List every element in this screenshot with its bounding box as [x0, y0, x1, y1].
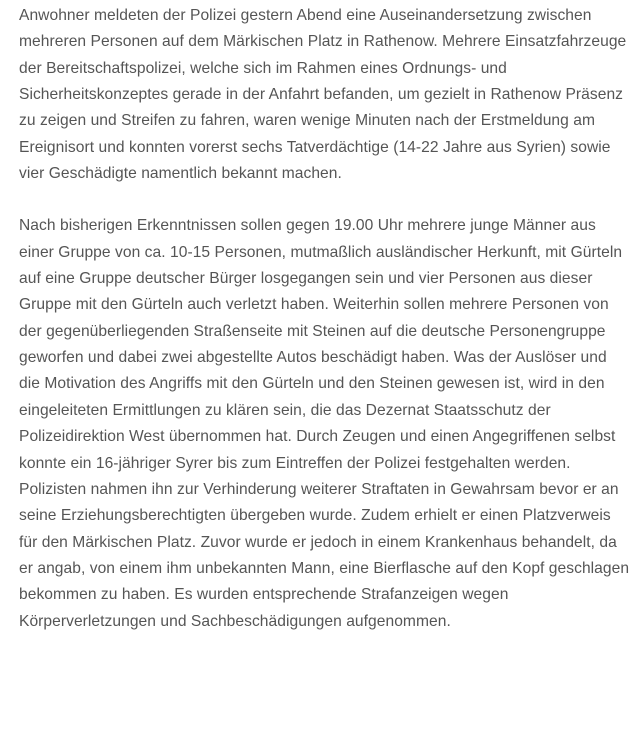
paragraph-2: Nach bisherigen Erkenntnissen sollen gegen 19.00 Uhr mehrere junge Männer aus einer Gruppe von ca. 10-15 Personen, mutmaßlich ausländischer Herkunft, mit Gürteln auf eine Gruppe deutscher Bürger losgegangen sein und vier Personen aus dieser Gruppe mit den Gürteln auch verletzt haben. Weiterhin sollen mehrere Personen von der gegenüberliegenden Straßenseite mit Steinen auf die deutsche Personengruppe geworfen und dabei zwei abgestellte Autos beschädigt haben. Was der Auslöser und die Motivation des Angriffs mit den Gürteln und den Steinen gewesen ist, wird in den eingeleiteten Ermittlungen zu klären sein, die das Dezernat Staatsschutz der Polizeidirektion West übernommen hat. Durch Zeugen und einen Angegriffenen selbst konnte ein 16-jähriger Syrer bis zum Eintreffen der Polizei festgehalten werden. Polizisten nahmen ihn zur Verhinderung weiterer Straftaten in Gewahrsam bevor er an seine Erziehungsberechtigten übergeben wurde. Zudem erhielt er einen Platzverweis für den Märkischen Platz. Zuvor wurde er jedoch in einem Krankenhaus behandelt, da er angab, von einem ihm unbekannten Mann, eine Bierflasche auf den Kopf geschlagen bekommen zu haben. Es wurden entsprechende Strafanzeigen wegen Körperverletzungen und Sachbeschädigungen aufgenommen. [19, 217, 630, 630]
paragraph-1: Anwohner meldeten der Polizei gestern Abend eine Auseinandersetzung zwischen mehreren Personen auf dem Märkischen Platz in Rathenow. Mehrere Einsatzfahrzeuge der Bereitschaftspolizei, welche sich im Rahmen eines Ordnungs- und Sicherheitskonzeptes gerade in der Anfahrt befanden, um gezielt in Rathenow Präsenz zu zeigen und Streifen zu fahren, waren wenige Minuten nach der Erstmeldung am Ereignisort und konnten vorerst sechs Tatverdächtige (14-22 Jahre aus Syrien) sowie vier Geschädigte namentlich bekannt machen. [19, 7, 627, 183]
